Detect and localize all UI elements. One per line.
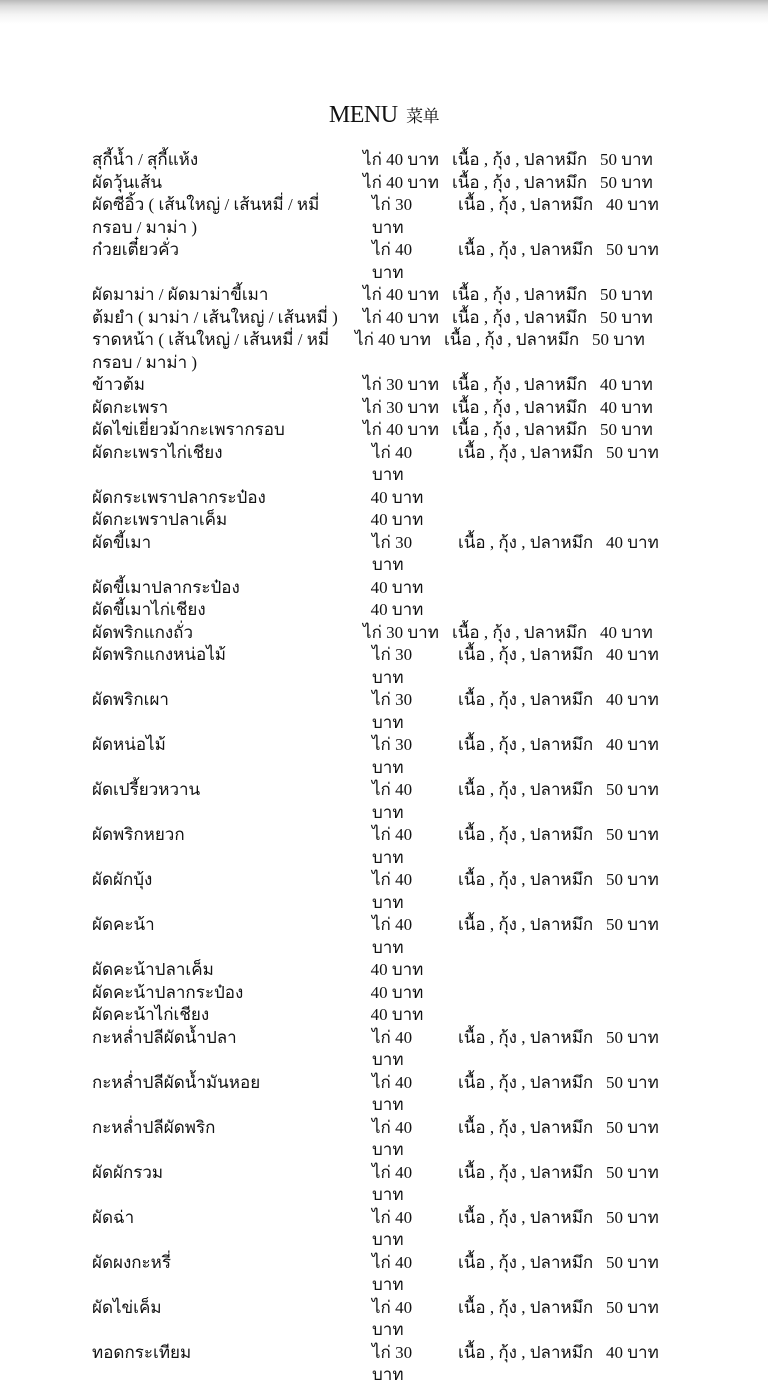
menu-item-chicken-price: ไก่ 40 บาท	[363, 285, 439, 304]
menu-item-other-price: 40 บาท	[600, 622, 653, 642]
menu-item-other-price: 50 บาท	[606, 915, 659, 934]
menu-item-chicken-price: ไก่ 30 บาท	[372, 645, 413, 687]
menu-item-other-meats: เนื้อ , กุ้ง , ปลาหมึก	[458, 1072, 594, 1092]
menu-item-name: ผัดกะเพรา	[92, 397, 169, 417]
menu-item-other-meats: เนื้อ , กุ้ง , ปลาหมึก	[452, 150, 588, 169]
menu-item-name: ผัดขี้เมาไก่เชียง	[92, 600, 206, 619]
menu-item-other-price: 40 บาท	[606, 195, 659, 214]
menu-item-name: ผัดคะน้า	[92, 915, 155, 934]
menu-item	[92, 374, 672, 397]
menu-item-other-price: 50 บาท	[600, 420, 653, 439]
menu-list	[92, 149, 672, 1387]
menu-item-other-meats: เนื้อ , กุ้ง , ปลาหมึก	[452, 420, 588, 439]
menu-item-other-price: 40 บาท	[606, 1342, 659, 1362]
menu-item-name: ผัดกระเพราปลากระป๋อง	[92, 487, 266, 507]
menu-item-other-meats: เนื้อ , กุ้ง , ปลาหมึก	[452, 285, 588, 304]
menu-item	[92, 779, 672, 824]
menu-item	[92, 284, 672, 307]
menu-item-other-meats: เนื้อ , กุ้ง , ปลาหมึก	[458, 1117, 594, 1137]
menu-item-other-price: 50 บาท	[600, 285, 653, 304]
menu-item-name: กะหล่ำปลีผัดพริก	[92, 1117, 216, 1137]
menu-item-other-price: 50 บาท	[606, 1162, 659, 1182]
menu-item-chicken-price: ไก่ 40 บาท	[363, 420, 439, 439]
menu-item-other-meats: เนื้อ , กุ้ง , ปลาหมึก	[458, 1342, 594, 1362]
menu-item	[92, 1162, 672, 1207]
menu-item-other-meats: เนื้อ , กุ้ง , ปลาหมึก	[458, 780, 594, 799]
menu-item-other-price: 40 บาท	[606, 690, 659, 709]
menu-item	[92, 194, 672, 239]
menu-item-other-meats: เนื้อ , กุ้ง , ปลาหมึก	[458, 1297, 594, 1317]
menu-item	[92, 577, 672, 600]
menu-item-chicken-price: 40 บาท	[370, 600, 424, 619]
menu-item	[92, 532, 672, 577]
menu-item-chicken-price: ไก่ 40 บาท	[372, 915, 413, 957]
menu-item-other-meats: เนื้อ , กุ้ง , ปลาหมึก	[452, 622, 588, 642]
menu-item-chicken-price: ไก่ 30 บาท	[363, 397, 439, 417]
menu-item-other-meats: เนื้อ , กุ้ง , ปลาหมึก	[458, 915, 594, 934]
menu-item	[92, 622, 672, 645]
menu-item-other-meats: เนื้อ , กุ้ง , ปลาหมึก	[458, 825, 594, 844]
menu-item	[92, 869, 672, 914]
menu-item	[92, 959, 672, 982]
menu-item-other-meats: เนื้อ , กุ้ง , ปลาหมึก	[458, 1162, 594, 1182]
menu-item-chicken-price: ไก่ 30 บาท	[372, 690, 413, 732]
menu-item-name: ผัดผงกะหรี่	[92, 1252, 172, 1272]
menu-item-other-price: 50 บาท	[606, 825, 659, 844]
menu-item-name: ผัดวุ้นเส้น	[92, 172, 162, 192]
menu-item-other-price: 40 บาท	[600, 375, 653, 394]
menu-item-name: ก๋วยเตี๋ยวคั่ว	[92, 240, 180, 259]
menu-item	[92, 824, 672, 869]
menu-item-name: ผัดพริกเผา	[92, 690, 169, 709]
menu-item-chicken-price: ไก่ 40 บาท	[372, 870, 413, 912]
menu-item-chicken-price: ไก่ 30 บาท	[363, 622, 439, 642]
menu-item-name: ผัดคะน้าปลาเค็ม	[92, 960, 214, 979]
title-text: MENU	[328, 102, 398, 128]
menu-item-chicken-price: 40 บาท	[370, 510, 424, 529]
menu-item-chicken-price: ไก่ 40 บาท	[363, 172, 439, 192]
menu-item-name: ผัดผักบุ้ง	[92, 870, 153, 889]
menu-item	[92, 1342, 672, 1387]
menu-item-name: ผัดซีอิ้ว ( เส้นใหญ่ / เส้นหมี่ / หมี่กรอบ / มาม่า )	[92, 195, 320, 237]
menu-item-chicken-price: ไก่ 40 บาท	[372, 1027, 413, 1069]
menu-item	[92, 599, 672, 622]
menu-item-other-meats: เนื้อ , กุ้ง , ปลาหมึก	[452, 375, 588, 394]
menu-item-other-price: 50 บาท	[606, 1252, 659, 1272]
menu-item-name: ต้มยำ ( มาม่า / เส้นใหญ่ / เส้นหมี่ )	[92, 307, 338, 327]
menu-item-other-meats: เนื้อ , กุ้ง , ปลาหมึก	[458, 690, 594, 709]
menu-item-other-price: 50 บาท	[600, 172, 653, 192]
menu-item-name: ข้าวต้ม	[92, 375, 145, 394]
menu-item-chicken-price: ไก่ 40 บาท	[355, 330, 431, 349]
menu-item-other-price: 50 บาท	[606, 1117, 659, 1137]
menu-item-other-price: 40 บาท	[600, 397, 653, 417]
menu-item-other-price: 40 บาท	[606, 645, 659, 664]
menu-item-chicken-price: ไก่ 40 บาท	[372, 825, 413, 867]
menu-item-name: ผัดไข่เค็ม	[92, 1297, 162, 1317]
menu-item-chicken-price: ไก่ 40 บาท	[372, 780, 413, 822]
menu-item-other-price: 50 บาท	[600, 150, 653, 169]
menu-item-other-price: 50 บาท	[606, 1027, 659, 1047]
menu-item	[92, 149, 672, 172]
menu-item-other-meats: เนื้อ , กุ้ง , ปลาหมึก	[452, 307, 588, 327]
menu-item-name: กะหล่ำปลีผัดน้ำปลา	[92, 1027, 237, 1047]
menu-item-other-price: 50 บาท	[606, 1072, 659, 1092]
menu-item-other-price: 50 บาท	[606, 240, 659, 259]
menu-item-other-meats: เนื้อ , กุ้ง , ปลาหมึก	[458, 1252, 594, 1272]
menu-item-name: ผัดมาม่า / ผัดมาม่าขี้เมา	[92, 285, 269, 304]
page-title	[0, 100, 768, 132]
menu-item-other-price: 50 บาท	[606, 870, 659, 889]
menu-item-other-meats: เนื้อ , กุ้ง , ปลาหมึก	[458, 532, 594, 552]
menu-item	[92, 487, 672, 510]
menu-item-other-price: 40 บาท	[606, 532, 659, 552]
menu-item-name: ผัดกะเพราไก่เชียง	[92, 442, 223, 462]
menu-item-name: ผัดฉ่า	[92, 1207, 135, 1227]
menu-item-name: ผัดขี้เมาปลากระป๋อง	[92, 577, 240, 597]
menu-item-other-meats: เนื้อ , กุ้ง , ปลาหมึก	[458, 442, 594, 462]
menu-item-other-meats: เนื้อ , กุ้ง , ปลาหมึก	[458, 645, 594, 664]
menu-item-chicken-price: ไก่ 40 บาท	[372, 1162, 413, 1204]
menu-item-other-price: 50 บาท	[600, 307, 653, 327]
menu-item-chicken-price: 40 บาท	[370, 1005, 424, 1024]
menu-item-chicken-price: ไก่ 40 บาท	[372, 1297, 413, 1339]
menu-item-chicken-price: ไก่ 40 บาท	[372, 1252, 413, 1294]
menu-item-name: ผัดพริกแกงถั่ว	[92, 622, 194, 642]
menu-item-name: ผัดขี้เมา	[92, 532, 152, 552]
menu-item-chicken-price: 40 บาท	[370, 577, 424, 597]
menu-item-chicken-price: 40 บาท	[370, 982, 424, 1002]
menu-item-name: ทอดกระเทียม	[92, 1342, 192, 1362]
menu-item-other-price: 50 บาท	[606, 1207, 659, 1227]
menu-item	[92, 1117, 672, 1162]
menu-item-other-meats: เนื้อ , กุ้ง , ปลาหมึก	[458, 1207, 594, 1227]
menu-item	[92, 419, 672, 442]
menu-item-other-price: 50 บาท	[606, 780, 659, 799]
menu-item-other-meats: เนื้อ , กุ้ง , ปลาหมึก	[458, 1027, 594, 1047]
menu-item-chicken-price: ไก่ 40 บาท	[363, 307, 439, 327]
menu-item	[92, 509, 672, 532]
menu-item-name: กะหล่ำปลีผัดน้ำมันหอย	[92, 1072, 261, 1092]
menu-item-name: ผัดพริกหยวก	[92, 825, 185, 844]
menu-item-chicken-price: ไก่ 30 บาท	[372, 195, 413, 237]
menu-item-name: ผัดเปรี้ยวหวาน	[92, 780, 201, 799]
menu-item-chicken-price: ไก่ 40 บาท	[372, 1117, 413, 1159]
menu-item-other-price: 40 บาท	[606, 735, 659, 754]
menu-item-other-meats: เนื้อ , กุ้ง , ปลาหมึก	[458, 195, 594, 214]
menu-item	[92, 1004, 672, 1027]
menu-item	[92, 1207, 672, 1252]
menu-item-chicken-price: ไก่ 40 บาท	[372, 442, 413, 484]
menu-item-chicken-price: ไก่ 40 บาท	[363, 150, 439, 169]
menu-item-other-meats: เนื้อ , กุ้ง , ปลาหมึก	[452, 397, 588, 417]
menu-item	[92, 689, 672, 734]
menu-item-chicken-price: 40 บาท	[370, 960, 424, 979]
menu-item	[92, 172, 672, 195]
menu-item-chicken-price: 40 บาท	[370, 487, 424, 507]
menu-item-name: ผัดคะน้าปลากระป๋อง	[92, 982, 244, 1002]
menu-item	[92, 982, 672, 1005]
menu-item-chicken-price: ไก่ 30 บาท	[363, 375, 439, 394]
menu-item-other-price: 50 บาท	[592, 330, 645, 349]
menu-item-chicken-price: ไก่ 30 บาท	[372, 532, 413, 574]
menu-item	[92, 1027, 672, 1072]
menu-item-name: สุกี้น้ำ / สุกี้แห้ง	[92, 150, 199, 169]
menu-item-chicken-price: ไก่ 30 บาท	[372, 1342, 413, 1384]
menu-item	[92, 644, 672, 689]
menu-item-other-price: 50 บาท	[606, 442, 659, 462]
menu-item-name: ผัดหน่อไม้	[92, 735, 166, 754]
menu-item-other-meats: เนื้อ , กุ้ง , ปลาหมึก	[458, 735, 594, 754]
menu-item-name: ผัดไข่เยี่ยวม้ากะเพรากรอบ	[92, 420, 285, 439]
title-subtitle-cn: 菜单	[406, 107, 440, 127]
menu-item	[92, 397, 672, 420]
menu-item	[92, 1072, 672, 1117]
menu-item	[92, 442, 672, 487]
menu-item	[92, 307, 672, 330]
top-shadow-bar	[0, 0, 768, 24]
menu-item-chicken-price: ไก่ 40 บาท	[372, 240, 413, 282]
menu-item-name: ผัดผักรวม	[92, 1162, 164, 1182]
menu-item-chicken-price: ไก่ 30 บาท	[372, 735, 413, 777]
menu-item-other-price: 50 บาท	[606, 1297, 659, 1317]
menu-item	[92, 734, 672, 779]
menu-item-other-meats: เนื้อ , กุ้ง , ปลาหมึก	[458, 240, 594, 259]
menu-item-other-meats: เนื้อ , กุ้ง , ปลาหมึก	[452, 172, 588, 192]
menu-item	[92, 1297, 672, 1342]
menu-item-name: ผัดคะน้าไก่เชียง	[92, 1005, 210, 1024]
menu-item-other-meats: เนื้อ , กุ้ง , ปลาหมึก	[458, 870, 594, 889]
menu-item	[92, 239, 672, 284]
menu-item	[92, 1252, 672, 1297]
menu-item-name: ผัดพริกแกงหน่อไม้	[92, 645, 226, 664]
menu-item-name: ราดหน้า ( เส้นใหญ่ / เส้นหมี่ / หมี่กรอบ / มาม่า )	[92, 330, 330, 372]
menu-item-name: ผัดกะเพราปลาเค็ม	[92, 510, 228, 529]
menu-item-other-meats: เนื้อ , กุ้ง , ปลาหมึก	[444, 330, 580, 349]
menu-item	[92, 329, 672, 374]
menu-item	[92, 914, 672, 959]
menu-item-chicken-price: ไก่ 40 บาท	[372, 1072, 413, 1114]
menu-item-chicken-price: ไก่ 40 บาท	[372, 1207, 413, 1249]
